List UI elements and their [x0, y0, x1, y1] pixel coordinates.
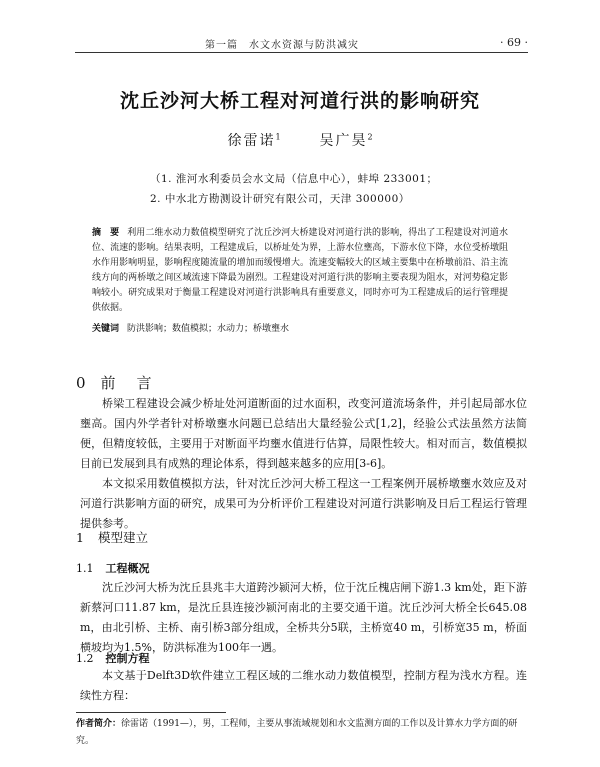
author-superscript: 1: [275, 132, 281, 142]
header-rule: [75, 52, 528, 53]
body-paragraph: 桥梁工程建设会减少桥址处河道断面的过水面积，改变河道流场条件，并引起局部水位壅高。国内外学者针对桥墩壅水问题已总结出大量经验公式[1,2]，经验公式法虽然方法简便，但精度较低，主要用于对断面平均壅水值进行估算，局限性较大。相对而言，数值模拟目前已发展到具有成熟的理论体系，得到越来越多的应用[3-6]。: [80, 397, 527, 470]
subsection-title: 工程概况: [105, 562, 150, 575]
footnote-rule: [76, 712, 226, 713]
author-list: [0, 130, 600, 150]
paper-title: 沈丘沙河大桥工程对河道行洪的影响研究: [119, 90, 480, 112]
body-paragraph: 沈丘沙河大桥为沈丘县兆丰大道跨沙颍河大桥，位于沈丘槐店闸下游1.3 km处，距下游新蔡河口11.87 km，是沈丘县连接沙颍河南北的主要交通干道。沈丘沙河大桥全长645.08 m，由北引桥、主桥、南引桥3部分组成，全桥共分5联，主桥宽40 m，引桥宽35 m，桥面横坡均为1.5%，防洪标准为100年一遇。: [80, 581, 527, 654]
section-title: 模型建立: [97, 530, 148, 545]
subsection-heading: [76, 560, 150, 576]
body-paragraph: 本文基于Delft3D软件建立工程区域的二维水动力数值模型，控制方程为浅水方程。连续性方程：: [80, 669, 527, 702]
subsection-heading: [76, 650, 150, 666]
keywords-text: 防洪影响；数值模拟；水动力；桥墩壅水: [127, 324, 290, 334]
affiliation-2: 2. 中水北方勘测设计研究有限公司，天津 300000）: [150, 193, 410, 205]
abstract: [92, 226, 508, 316]
page-number: · 69 ·: [500, 36, 528, 49]
abstract-text: 利用二维水动力数值模型研究了沈丘沙河大桥建设对河道行洪的影响，得出了工程建设对河道水位、流速的影响。结果表明，工程建成后，以桥址处为界，上游水位壅高，下游水位下降，水位受桥墩阻水作用影响明显，影响程度随流量的增加而缓慢增大。流速变幅较大的区域主要集中在桥墩前沿、沿主流线方向的两桥墩之间区域流速下降最为剧烈。工程建设对河道行洪的影响主要表现为阻水，对河势稳定影响较小。研究成果对于衡量工程建设对河道行洪影响具有重要意义，同时亦可为工程建成后的运行管理提供依据。: [92, 228, 508, 313]
author-superscript: 2: [367, 132, 373, 142]
body-paragraph: 本文拟采用数值模拟方法，针对沈丘沙河大桥工程这一工程案例开展桥墩壅水效应及对河道行洪影响方面的研究，成果可为分析评价工程建设对河道行洪影响及日后工程运行管理提供参考。: [80, 477, 527, 530]
subsection-title: 控制方程: [105, 652, 150, 665]
keywords-label: 关键词: [92, 324, 120, 334]
abstract-label: 摘 要: [92, 228, 120, 238]
author-name: 吴广昊: [319, 133, 368, 149]
section-number: 1: [76, 530, 84, 545]
section-title: 前 言: [100, 374, 155, 392]
keywords: [92, 322, 508, 337]
section-heading: [76, 528, 148, 546]
section-heading: [76, 372, 155, 393]
subsection-number: 1.1: [76, 562, 94, 575]
footnote-label: 作者简介：: [76, 719, 122, 729]
footnote-text: 徐雷诺（1991—），男，工程师，主要从事流域规划和水文监测方面的工作以及计算水力学方面的研究。: [76, 719, 518, 746]
section-number: 0: [76, 374, 89, 392]
author-footnote: [76, 716, 527, 750]
author-name: 徐雷诺: [227, 133, 276, 149]
header-section: 第一篇 水文水资源与防洪减灾: [205, 40, 359, 51]
subsection-number: 1.2: [76, 652, 94, 665]
affiliation-1: （1. 淮河水利委员会水文局（信息中心），蚌埠 233001；: [150, 173, 438, 185]
